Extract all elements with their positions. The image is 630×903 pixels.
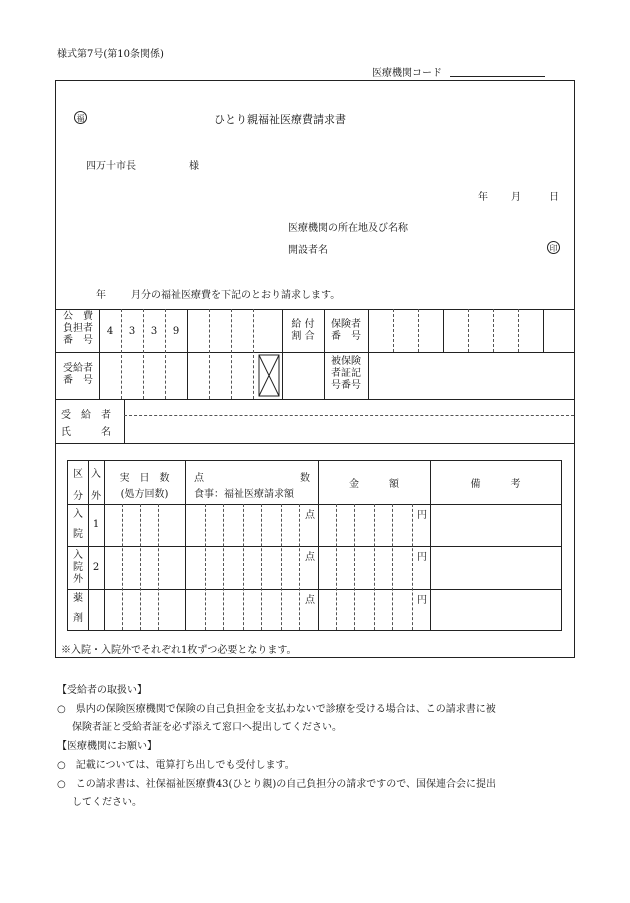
- institution-address-name-label: 医療機関の所在地及び名称: [288, 223, 408, 234]
- digit-divider: [354, 504, 355, 630]
- digit-divider: [281, 504, 282, 630]
- digit-divider: [468, 309, 469, 352]
- digit-divider: [231, 309, 232, 399]
- details-table: [67, 460, 562, 631]
- institution-request-item-2b: してください。: [72, 797, 142, 808]
- header-amount: 金 額: [349, 479, 399, 490]
- insured-cert-number-label: 被保険 者証記 号番号: [331, 356, 361, 391]
- digit-divider: [165, 309, 166, 399]
- digit-divider: [140, 504, 141, 630]
- digit-divider: [418, 309, 419, 352]
- public-payer-digit[interactable]: 4: [106, 326, 114, 337]
- addressee-sama: 様: [189, 161, 199, 172]
- digit-divider: [374, 504, 375, 630]
- institution-request-item-1: ○ 記載については、電算打ち出しでも受付します。: [57, 760, 295, 771]
- header-kubun-2: 分: [73, 491, 83, 502]
- col-divider: [185, 461, 186, 630]
- divider-recipient-number-bottom: [56, 399, 574, 400]
- form-title: ひとり親福祉医療費請求書: [214, 113, 346, 126]
- row-code-inpatient: 1: [92, 519, 100, 530]
- seal-icon: 印: [547, 241, 560, 254]
- header-points-2: 食事：福祉医療請求額: [194, 489, 294, 500]
- col-divider: [443, 309, 444, 352]
- row-kubun-outpatient: 入 院 外: [73, 550, 83, 585]
- col-divider: [99, 309, 100, 399]
- benefit-ratio-label: 給 付 割 合: [291, 319, 315, 342]
- public-payer-label: 公 費 負担者 番 号: [63, 311, 93, 346]
- divider-public-payer-top: [56, 309, 574, 310]
- digit-divider: [299, 504, 300, 630]
- claim-statement: 月分の福祉医療費を下記のとおり請求します。: [131, 290, 341, 301]
- row-point-unit: 点: [305, 552, 315, 563]
- recipient-name-field[interactable]: [136, 423, 556, 437]
- header-days-1: 実 日 数: [119, 473, 170, 484]
- header-nyu-1: 入: [91, 469, 101, 480]
- col-divider: [187, 309, 188, 399]
- digit-divider: [205, 504, 206, 630]
- row-yen-unit: 円: [417, 595, 427, 606]
- public-payer-digit[interactable]: 3: [150, 326, 158, 337]
- header-days-2: (処方回数): [120, 489, 169, 500]
- digit-divider: [223, 504, 224, 630]
- digit-divider: [209, 309, 210, 399]
- header-points-1b: 数: [300, 473, 310, 484]
- recipient-handling-item-1b: 保険者証と受給者証を必ず添えて窓口へ提出してください。: [72, 722, 342, 733]
- row-kubun-drugs: 薬 剤: [73, 593, 83, 624]
- header-points-1: 点: [194, 473, 204, 484]
- digit-divider: [518, 309, 519, 352]
- divider-recipient-name-bottom: [56, 443, 574, 444]
- digit-divider: [122, 504, 123, 630]
- recipient-name-label-1: 受 給 者: [61, 410, 111, 421]
- row-point-unit: 点: [305, 595, 315, 606]
- digit-divider: [392, 504, 393, 630]
- digit-divider: [493, 309, 494, 352]
- insurer-number-label: 保険者 番 号: [331, 319, 361, 342]
- recipient-handling-heading: 【受給者の取扱い】: [57, 685, 147, 696]
- row-kubun-inpatient: 入 院: [73, 509, 83, 540]
- digit-divider: [243, 504, 244, 630]
- public-payer-digit[interactable]: 9: [172, 326, 180, 337]
- digit-divider: [121, 309, 122, 399]
- digit-divider: [393, 309, 394, 352]
- details-row-divider: [68, 589, 561, 590]
- col-divider: [368, 309, 369, 399]
- row-yen-unit: 円: [417, 552, 427, 563]
- header-remarks: 備 考: [470, 479, 521, 490]
- addressee-mayor: 四万十市長: [86, 161, 136, 172]
- date-day-label: 日: [549, 192, 559, 203]
- claim-year-label: 年: [96, 290, 106, 301]
- form-number: 様式第7号(第10条関係): [57, 49, 164, 60]
- col-divider: [124, 399, 125, 443]
- header-nyu-2: 外: [91, 491, 101, 502]
- institution-code-label: 医療機関コード: [372, 68, 442, 79]
- digit-divider: [143, 309, 144, 399]
- institution-request-heading: 【医療機関にお願い】: [57, 741, 157, 752]
- col-divider: [543, 309, 544, 352]
- recipient-number-label: 受給者 番 号: [63, 363, 93, 386]
- public-payer-digit[interactable]: 3: [128, 326, 136, 337]
- name-furigana-divider: [124, 415, 574, 416]
- header-kubun-1: 区: [73, 469, 83, 480]
- recipient-name-label-2: 氏 名: [61, 427, 111, 438]
- digit-divider: [412, 504, 413, 630]
- details-note: ※入院・入院外でそれぞれ1枚ずつ必要となります。: [61, 645, 297, 656]
- row-yen-unit: 円: [417, 510, 427, 521]
- row-point-unit: 点: [305, 510, 315, 521]
- digit-divider: [261, 504, 262, 630]
- details-row-divider: [68, 546, 561, 547]
- crossed-out-cell: [255, 352, 282, 399]
- digit-divider: [253, 309, 254, 399]
- digit-divider: [158, 504, 159, 630]
- details-header-divider: [68, 504, 561, 505]
- date-month-label: 月: [511, 192, 521, 203]
- founder-name-label: 開設者名: [288, 245, 328, 256]
- recipient-handling-item-1a: ○ 県内の保険医療機関で保険の自己負担金を支払わないで診療を受ける場合は、この請求書に被: [57, 704, 496, 715]
- institution-request-item-2a: ○ この請求書は、社保福祉医療費43(ひとり親)の自己負担分の請求ですので、国保連合会に提出: [57, 779, 497, 790]
- row-code-outpatient: 2: [92, 562, 100, 573]
- date-year-label: 年: [478, 192, 488, 203]
- welfare-seal-icon: 福: [74, 111, 87, 124]
- institution-code-field[interactable]: [450, 76, 545, 77]
- divider-public-payer-bottom: [56, 352, 574, 353]
- digit-divider: [336, 504, 337, 630]
